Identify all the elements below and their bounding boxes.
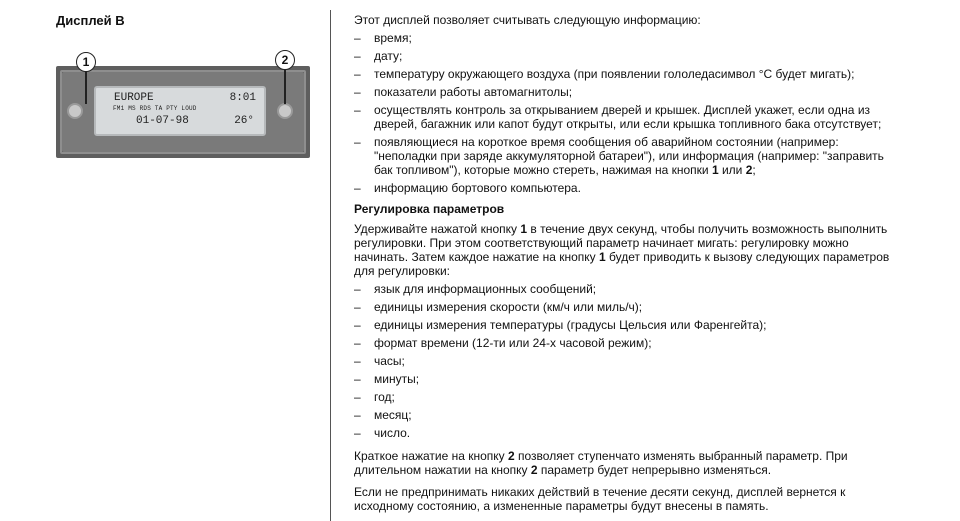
list-item: – информацию бортового компьютера.: [354, 181, 904, 195]
callout-2-leader: [284, 70, 286, 104]
parameter-list: [354, 282, 904, 440]
list-item: – единицы измерения температуры (градусы Цельсия или Фаренгейта);: [354, 318, 904, 332]
lcd-time: 8:01: [229, 92, 256, 104]
intro-paragraph: Этот дисплей позволяет считывать следующую информацию:: [354, 13, 701, 27]
info-list: [354, 31, 904, 195]
callout-2: 2: [275, 50, 295, 70]
list-item: – язык для информационных сообщений;: [354, 282, 904, 296]
list-item: – единицы измерения скорости (км/ч или миль/ч);: [354, 300, 904, 314]
list-item: – часы;: [354, 354, 904, 368]
adjust-paragraph: Удерживайте нажатой кнопку 1 в течение двух секунд, чтобы получить возможность выполнить регулировки. При этом соответствующий параметр начинает мигать: регулировку можно начинать. Затем каждое нажатие на кнопку 1 будет приводить к вызову следующих параметров для регулировки:: [354, 222, 890, 278]
section-title: Дисплей В: [56, 13, 125, 28]
list-item: – год;: [354, 390, 904, 404]
lcd-temperature: 26°: [234, 115, 254, 127]
callout-1: 1: [76, 52, 96, 72]
list-item-warning: – появляющиеся на короткое время сообщения об аварийном состоянии (например: "неполадки при заряде аккумуляторной батареи"), или информация (например: "заправить бак топливом"), которые можно стереть, нажимая на кнопки 1 или 2;: [354, 135, 904, 177]
lcd-date: 01-07-98: [136, 115, 189, 127]
list-item: – осуществлять контроль за открыванием дверей и крышек. Дисплей укажет, если одна из дверей, багажник или капот будут открыты, или если крышка топливного бака отсутствует;: [354, 103, 904, 131]
timeout-paragraph: Если не предпринимать никаких действий в течение десяти секунд, дисплей вернется к исходному состоянию, а измененные параметры будут внесены в память.: [354, 485, 846, 513]
list-item: – время;: [354, 31, 904, 45]
column-divider: [330, 10, 331, 521]
button-2-knob: [277, 103, 293, 119]
list-item: – число.: [354, 426, 904, 440]
lcd-screen: [94, 86, 266, 136]
lcd-radio-region: EUROPE: [114, 92, 154, 104]
button-1-knob: [67, 103, 83, 119]
display-illustration: [56, 66, 310, 158]
list-item: – месяц;: [354, 408, 904, 422]
list-item: – дату;: [354, 49, 904, 63]
lcd-indicators: FM1 MS RDS TA PTY LOUD: [113, 105, 197, 112]
list-item: – формат времени (12-ти или 24-х часовой режим);: [354, 336, 904, 350]
short-press-paragraph: Краткое нажатие на кнопку 2 позволяет ступенчато изменять выбранный параметр. При длительном нажатии на кнопку 2 параметр будет непрерывно изменяться.: [354, 449, 848, 477]
subheading: Регулировка параметров: [354, 202, 505, 216]
callout-1-leader: [85, 72, 87, 104]
list-item: – температуру окружающего воздуха (при появлении гололедасимвол °С будет мигать);: [354, 67, 904, 81]
list-item: – показатели работы автомагнитолы;: [354, 85, 904, 99]
right-column: [354, 13, 904, 513]
left-column: [0, 0, 330, 521]
list-item: – минуты;: [354, 372, 904, 386]
